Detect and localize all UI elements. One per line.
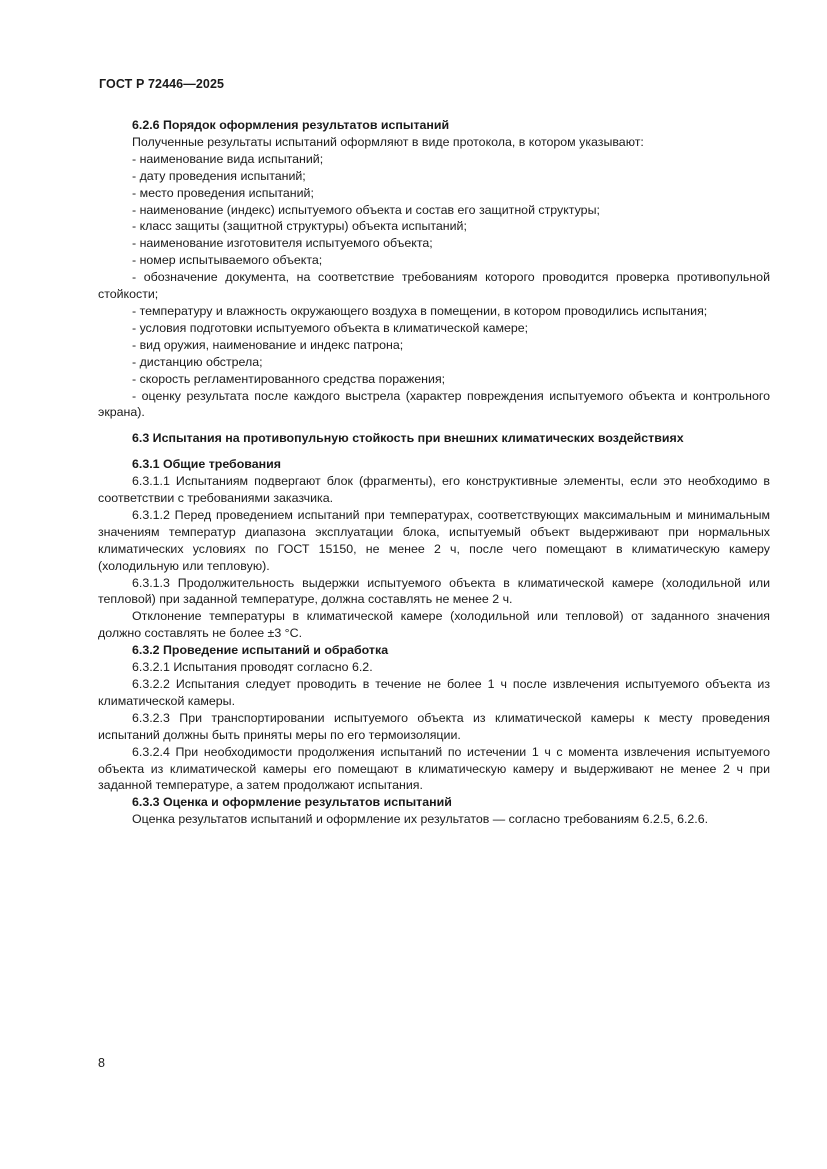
- paragraph-6-3-2-3: 6.3.2.3 При транспортировании испытуемого объекта из климатической камеры к месту проведения испытаний должны быть приняты меры по его термоизоляции.: [98, 710, 770, 742]
- list-item: - оценку результата после каждого выстрела (характер повреждения испытуемого объекта и контрольного экрана).: [98, 388, 770, 420]
- paragraph-6-3-1-2: 6.3.1.2 Перед проведением испытаний при температурах, соответствующих максимальным и минимальным значениям температур диапазона эксплуатации блока, испытуемый объект выдерживают при нормальных климатических условиях по ГОСТ 15150, не менее 2 ч, после чего помещают в климатическую камеру (холодильную или тепловую).: [98, 507, 770, 573]
- paragraph-6-3-2-2: 6.3.2.2 Испытания следует проводить в течение не более 1 ч после извлечения испытуемого объекта из климатической камеры.: [98, 677, 770, 708]
- list-item: - наименование (индекс) испытуемого объекта и состав его защитной структуры;: [132, 202, 600, 217]
- list-item: - вид оружия, наименование и индекс патрона;: [132, 337, 404, 352]
- section-6-2-6-intro: Полученные результаты испытаний оформляют в виде протокола, в котором указывают:: [132, 134, 644, 149]
- list-item: - наименование изготовителя испытуемого объекта;: [132, 236, 433, 251]
- page-number: 8: [98, 1056, 105, 1070]
- paragraph-6-3-3: Оценка результатов испытаний и оформление их результатов — согласно требованиям 6.2.5, 6.2.6.: [132, 812, 709, 827]
- paragraph-6-3-2-4: 6.3.2.4 При необходимости продолжения испытаний по истечении 1 ч с момента извлечения испытуемого объекта из климатической камеры его помещают в климатическую камеру и выдерживают не менее 2 ч при заданной температуре, а затем продолжают испытания.: [98, 744, 770, 793]
- section-6-2-6-title: 6.2.6 Порядок оформления результатов испытаний: [132, 118, 450, 132]
- paragraph-6-3-1-3: 6.3.1.3 Продолжительность выдержки испытуемого объекта в климатической камере (холодильной или тепловой) при заданной температуре, должна составлять не менее 2 ч.: [98, 575, 770, 607]
- section-6-3-1-title: 6.3.1 Общие требования: [132, 457, 281, 472]
- section-6-3-2-title: 6.3.2 Проведение испытаний и обработка: [132, 643, 389, 658]
- list-item: - скорость регламентированного средства поражения;: [132, 371, 446, 386]
- list-item: - условия подготовки испытуемого объекта в климатической камере;: [132, 320, 529, 335]
- list-item: - класс защиты (защитной структуры) объекта испытаний;: [132, 219, 467, 234]
- document-code-header: ГОСТ Р 72446—2025: [99, 77, 225, 91]
- list-item: - наименование вида испытаний;: [132, 151, 324, 166]
- document-body: [98, 117, 770, 828]
- paragraph-6-3-1-1: 6.3.1.1 Испытаниям подвергают блок (фрагменты), его конструктивные элементы, если это необходимо в соответствии с требованиями заказчика.: [98, 474, 770, 506]
- list-item: - дату проведения испытаний;: [132, 168, 306, 183]
- list-item: - номер испытываемого объекта;: [132, 253, 323, 268]
- section-6-3-3-title: 6.3.3 Оценка и оформление результатов испытаний: [132, 795, 452, 810]
- list-item: - дистанцию обстрела;: [132, 354, 263, 369]
- paragraph-6-3-2-1: 6.3.2.1 Испытания проводят согласно 6.2.: [132, 660, 373, 675]
- list-item: - место проведения испытаний;: [132, 185, 314, 200]
- list-item: - обозначение документа, на соответствие требованиям которого проводится проверка противопульной стойкости;: [98, 270, 770, 302]
- list-item: - температуру и влажность окружающего воздуха в помещении, в котором проводились испытания;: [132, 303, 708, 318]
- section-6-3-title: 6.3 Испытания на противопульную стойкость при внешних климатических воздействиях: [132, 431, 684, 446]
- paragraph-6-3-1-3-deviation: Отклонение температуры в климатической камере (холодильной или тепловой) от заданного значения должно составлять не более ±3 °С.: [98, 609, 770, 641]
